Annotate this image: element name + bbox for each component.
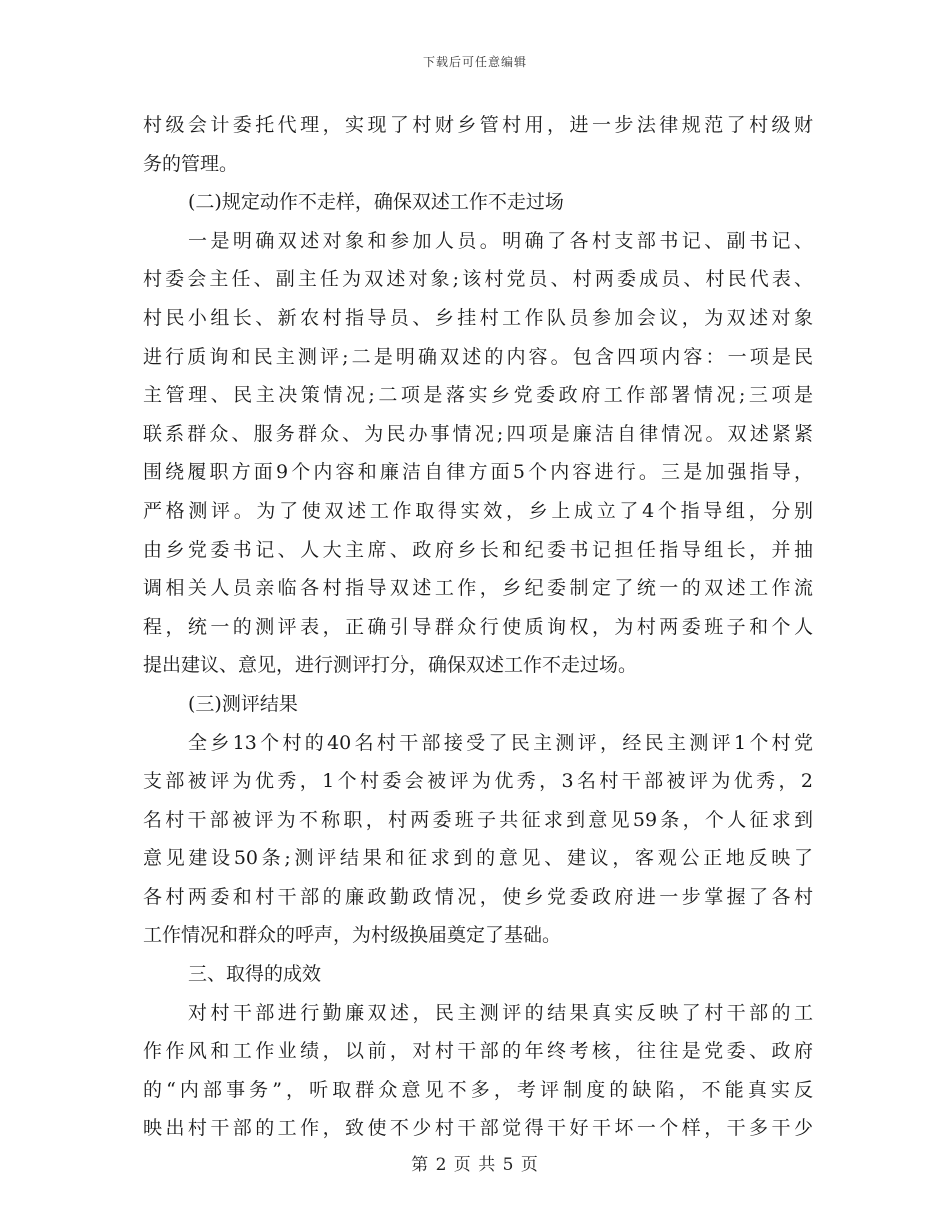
body-line: 务的管理。 [143, 152, 239, 175]
body-line: 映出村干部的工作，致使不少村干部觉得干好干坏一个样，干多干少 [143, 1117, 813, 1140]
body-line: 一是明确双述对象和参加人员。明确了各村支部书记、副书记、 [188, 229, 813, 252]
body-line: 名村干部被评为不称职，村两委班子共征求到意见59条，个人征求到 [143, 808, 813, 831]
body-line: 严格测评。为了使双述工作取得实效，乡上成立了4个指导组，分别 [143, 499, 813, 522]
body-line: 由乡党委书记、人大主席、政府乡长和纪委书记担任指导组长，并抽 [143, 538, 813, 561]
page-header: 下载后可任意编辑 [422, 55, 527, 69]
page-footer: 第 2 页 共 5 页 [411, 1155, 539, 1175]
section-heading: (三)测评结果 [188, 692, 298, 715]
body-line: 工作情况和群众的呼声，为村级换届奠定了基础。 [143, 924, 562, 947]
body-line: 主管理、民主决策情况;二项是落实乡党委政府工作部署情况;三项是 [143, 384, 813, 407]
section-heading: 三、取得的成效 [188, 963, 322, 986]
body-line: 联系群众、服务群众、为民办事情况;四项是廉洁自律情况。双述紧紧 [143, 422, 813, 445]
body-line: 围绕履职方面9个内容和廉洁自律方面5个内容进行。三是加强指导， [143, 461, 813, 484]
body-line: 村民小组长、新农村指导员、乡挂村工作队员参加会议，为双述对象 [143, 306, 813, 329]
body-line: 各村两委和村干部的廉政勤政情况，使乡党委政府进一步掌握了各村 [143, 885, 813, 908]
body-line: 进行质询和民主测评;二是明确双述的内容。包含四项内容：一项是民 [143, 345, 813, 368]
body-line: 意见建设50条;测评结果和征求到的意见、建议，客观公正地反映了 [143, 847, 813, 870]
body-line: 全乡13个村的40名村干部接受了民主测评，经民主测评1个村党 [188, 731, 813, 754]
body-line: 支部被评为优秀，1个村委会被评为优秀，3名村干部被评为优秀，2 [143, 770, 813, 793]
body-line: 程，统一的测评表，正确引导群众行使质询权，为村两委班子和个人 [143, 615, 813, 638]
body-line: 村委会主任、副主任为双述对象;该村党员、村两委成员、村民代表、 [143, 268, 813, 291]
document-body [143, 106, 813, 1148]
body-line: 作作风和工作业绩，以前，对村干部的年终考核，往往是党委、政府 [143, 1040, 813, 1063]
body-line: 村级会计委托代理，实现了村财乡管村用，进一步法律规范了村级财 [143, 114, 813, 136]
body-line: 调相关人员亲临各村指导双述工作，乡纪委制定了统一的双述工作流 [143, 577, 813, 600]
body-line: 对村干部进行勤廉双述，民主测评的结果真实反映了村干部的工 [188, 1001, 813, 1024]
section-heading: (二)规定动作不走样，确保双述工作不走过场 [188, 191, 564, 214]
body-line: 提出建议、意见，进行测评打分，确保双述工作不走过场。 [143, 654, 638, 677]
body-line: 的“内部事务”，听取群众意见不多，考评制度的缺陷，不能真实反 [143, 1078, 813, 1101]
